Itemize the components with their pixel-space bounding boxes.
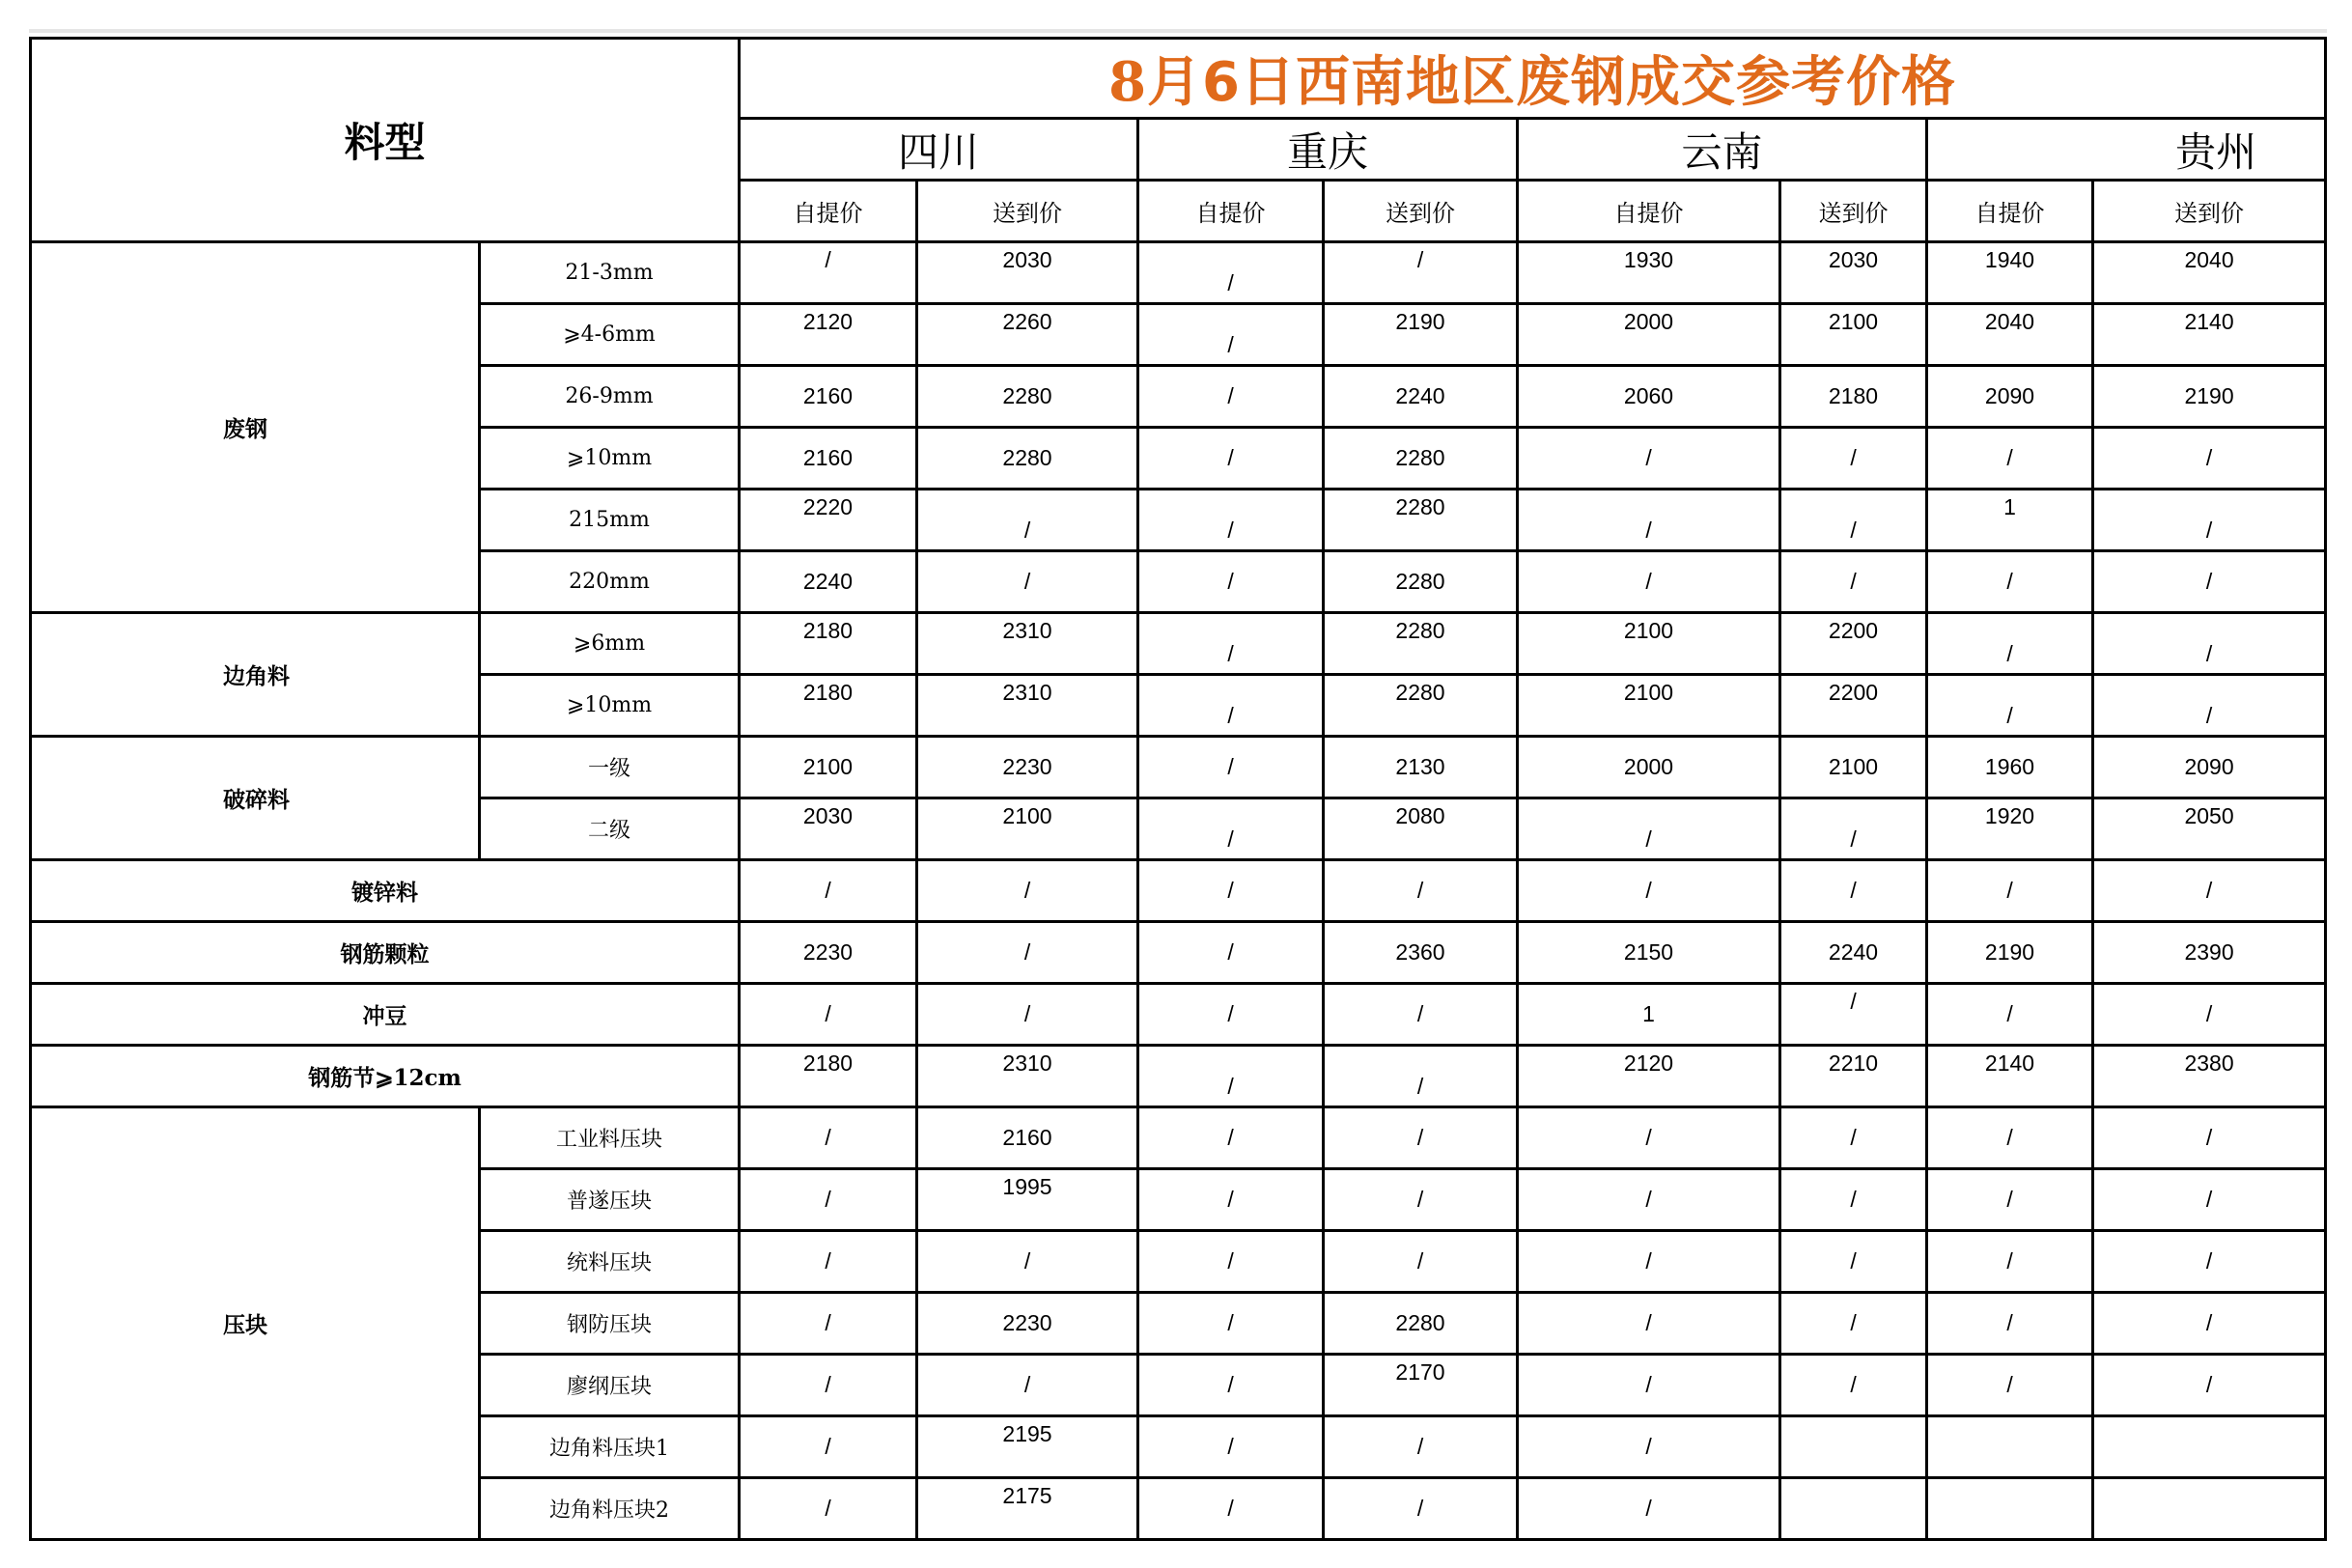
guizhou-delivered-price: / [2093,1293,2326,1355]
guizhou-self-price: 1920 [1927,798,2093,860]
table-row [31,1046,2326,1107]
sichuan-self-price: 2160 [740,366,917,428]
chongqing-delivered-price: / [1324,1107,1518,1169]
guizhou-delivered-price: 2090 [2093,737,2326,798]
region-sichuan: 四川 [740,119,1138,181]
sichuan-self-price: 2160 [740,428,917,490]
chongqing-self-price: / [1138,1231,1324,1293]
yunnan-delivered-price: 2240 [1780,922,1927,984]
spec-cell: 220mm [480,551,740,613]
sichuan-delivered-price: / [917,922,1138,984]
guizhou-self-price [1927,1416,2093,1478]
spec-cell: 215mm [480,490,740,551]
spec-cell: 边角料压块2 [480,1478,740,1540]
yunnan-self-pickup-header: 自提价 [1518,181,1780,242]
type-header [31,39,740,242]
chongqing-self-price: / [1138,1293,1324,1355]
yunnan-self-price: 2100 [1518,675,1780,737]
chongqing-delivered-price: / [1324,1231,1518,1293]
yunnan-self-price: 2120 [1518,1046,1780,1107]
sichuan-delivered-price: / [917,1231,1138,1293]
guizhou-delivered-price: / [2093,613,2326,675]
guizhou-delivered-price: / [2093,860,2326,922]
sichuan-self-price: 2180 [740,613,917,675]
chongqing-self-price: / [1138,1107,1324,1169]
chongqing-self-price: / [1138,1169,1324,1231]
guizhou-delivered-price: 2040 [2093,242,2326,304]
sichuan-self-price: / [740,1478,917,1540]
guizhou-self-price: / [1927,1293,2093,1355]
sichuan-self-price: 2030 [740,798,917,860]
yunnan-self-price: / [1518,551,1780,613]
chongqing-delivered-price: 2280 [1324,613,1518,675]
guizhou-delivered-price: / [2093,984,2326,1046]
chongqing-delivered-price: 2130 [1324,737,1518,798]
yunnan-delivered-price: 2200 [1780,675,1927,737]
table-row [31,1107,2326,1169]
sichuan-delivered-price: 2160 [917,1107,1138,1169]
guizhou-delivered-price: / [2093,1355,2326,1416]
guizhou-self-price: 2140 [1927,1046,2093,1107]
yunnan-delivered-price: 2180 [1780,366,1927,428]
chongqing-self-price: / [1138,860,1324,922]
yunnan-delivered-price: 2030 [1780,242,1927,304]
sichuan-delivered-price: / [917,1355,1138,1416]
guizhou-delivered-price: 2050 [2093,798,2326,860]
sichuan-delivered-price: 2280 [917,428,1138,490]
chongqing-self-price: / [1138,798,1324,860]
chongqing-self-price: / [1138,1416,1324,1478]
yunnan-delivered-price: / [1780,428,1927,490]
sichuan-self-price: 2180 [740,675,917,737]
guizhou-delivered-price: 2390 [2093,922,2326,984]
sichuan-self-price: / [740,984,917,1046]
sichuan-delivered-price: 2195 [917,1416,1138,1478]
spec-cell: 普遂压块 [480,1169,740,1231]
guizhou-delivered-price: / [2093,1169,2326,1231]
yunnan-delivered-price: / [1780,490,1927,551]
sichuan-self-price: / [740,1355,917,1416]
chongqing-delivered-price: / [1324,1478,1518,1540]
guizhou-self-price: 2090 [1927,366,2093,428]
guizhou-delivered-price: 2380 [2093,1046,2326,1107]
yunnan-delivered-price: / [1780,984,1927,1046]
guizhou-self-price: / [1927,675,2093,737]
price-table [29,37,2327,1541]
guizhou-self-pickup-header: 自提价 [1927,181,2093,242]
region-guizhou: 贵州 [1927,119,2326,181]
sichuan-delivered-price: / [917,984,1138,1046]
table-row [31,984,2326,1046]
spec-cell: ⩾6mm [480,613,740,675]
chongqing-delivered-price: 2280 [1324,675,1518,737]
table-row [31,860,2326,922]
sichuan-self-price: 2220 [740,490,917,551]
category-cell: 废钢 [31,242,480,613]
spec-cell: 一级 [480,737,740,798]
spec-cell: ⩾4-6mm [480,304,740,366]
spec-cell: ⩾10mm [480,428,740,490]
chongqing-delivered-price: 2280 [1324,428,1518,490]
chongqing-delivered-price: / [1324,1416,1518,1478]
sichuan-delivered-price: 2230 [917,1293,1138,1355]
sichuan-self-pickup-header: 自提价 [740,181,917,242]
yunnan-self-price: / [1518,1293,1780,1355]
yunnan-delivered-price: / [1780,551,1927,613]
chongqing-delivered-price: / [1324,242,1518,304]
spec-cell: 边角料压块1 [480,1416,740,1478]
sichuan-self-price: 2180 [740,1046,917,1107]
sichuan-self-price: / [740,242,917,304]
yunnan-self-price: 2150 [1518,922,1780,984]
sichuan-self-price: / [740,1107,917,1169]
title-row [31,39,2326,119]
yunnan-self-price: / [1518,1169,1780,1231]
sichuan-self-price: 2100 [740,737,917,798]
yunnan-delivered-price: 2100 [1780,737,1927,798]
yunnan-delivered-price [1780,1478,1927,1540]
yunnan-delivered-price: / [1780,1355,1927,1416]
guizhou-self-price: / [1927,1355,2093,1416]
table-title: 8月6日西南地区废钢成交参考价格 [740,39,2326,119]
spec-cell: 二级 [480,798,740,860]
guizhou-self-price: / [1927,984,2093,1046]
chongqing-delivered-price: 2170 [1324,1355,1518,1416]
sichuan-self-price: 2120 [740,304,917,366]
guizhou-delivered-price: 2190 [2093,366,2326,428]
guizhou-delivered-price: / [2093,490,2326,551]
yunnan-self-price: / [1518,1355,1780,1416]
yunnan-self-price: / [1518,860,1780,922]
spec-cell: 26-9mm [480,366,740,428]
region-yunnan: 云南 [1518,119,1927,181]
chongqing-self-price: / [1138,1355,1324,1416]
spec-cell: 21-3mm [480,242,740,304]
spec-cell: 统料压块 [480,1231,740,1293]
yunnan-self-price: / [1518,1107,1780,1169]
chongqing-self-price: / [1138,1046,1324,1107]
sichuan-delivered-price: / [917,860,1138,922]
category-cell: 镀锌料 [31,860,740,922]
sichuan-delivered-price: 1995 [917,1169,1138,1231]
chongqing-self-price: / [1138,675,1324,737]
chongqing-self-pickup-header: 自提价 [1138,181,1324,242]
guizhou-delivered-price: / [2093,428,2326,490]
chongqing-delivered-price: 2240 [1324,366,1518,428]
sichuan-self-price: 2230 [740,922,917,984]
yunnan-self-price: 1 [1518,984,1780,1046]
chongqing-delivered-price: / [1324,1046,1518,1107]
yunnan-delivered-price: 2100 [1780,304,1927,366]
sichuan-delivered-price: 2230 [917,737,1138,798]
sichuan-delivered-header: 送到价 [917,181,1138,242]
yunnan-delivered-price: 2210 [1780,1046,1927,1107]
spec-cell: 工业料压块 [480,1107,740,1169]
chongqing-delivered-header: 送到价 [1324,181,1518,242]
yunnan-delivered-price: / [1780,1169,1927,1231]
guizhou-self-price: / [1927,1107,2093,1169]
category-cell: 冲豆 [31,984,740,1046]
chongqing-self-price: / [1138,613,1324,675]
yunnan-delivered-header: 送到价 [1780,181,1927,242]
region-chongqing: 重庆 [1138,119,1518,181]
spec-cell: 廖纲压块 [480,1355,740,1416]
sichuan-delivered-price: 2175 [917,1478,1138,1540]
sichuan-self-price: / [740,1231,917,1293]
chongqing-self-price: / [1138,366,1324,428]
chongqing-delivered-price: / [1324,1169,1518,1231]
chongqing-delivered-price: 2080 [1324,798,1518,860]
category-cell: 压块 [31,1107,480,1540]
chongqing-self-price: / [1138,1478,1324,1540]
guizhou-self-price: / [1927,1231,2093,1293]
yunnan-self-price: 2000 [1518,304,1780,366]
guizhou-delivered-price [2093,1478,2326,1540]
guizhou-self-price: 2190 [1927,922,2093,984]
guizhou-self-price: / [1927,551,2093,613]
yunnan-delivered-price: / [1780,798,1927,860]
table-row [31,613,2326,675]
chongqing-self-price: / [1138,490,1324,551]
yunnan-self-price: / [1518,428,1780,490]
yunnan-self-price: / [1518,490,1780,551]
guizhou-self-price: 1960 [1927,737,2093,798]
category-cell: 破碎料 [31,737,480,860]
yunnan-self-price: 2060 [1518,366,1780,428]
spec-cell: ⩾10mm [480,675,740,737]
guizhou-delivered-price: / [2093,1107,2326,1169]
guizhou-self-price: 1940 [1927,242,2093,304]
chongqing-self-price: / [1138,551,1324,613]
category-cell: 钢筋节⩾12cm [31,1046,740,1107]
yunnan-delivered-price: / [1780,1107,1927,1169]
category-cell: 边角料 [31,613,480,737]
guizhou-self-price: / [1927,613,2093,675]
yunnan-self-price: 1930 [1518,242,1780,304]
chongqing-delivered-price: / [1324,860,1518,922]
yunnan-delivered-price: / [1780,1231,1927,1293]
guizhou-self-price: 2040 [1927,304,2093,366]
yunnan-delivered-price: / [1780,1293,1927,1355]
guizhou-self-price: / [1927,428,2093,490]
chongqing-self-price: / [1138,984,1324,1046]
sichuan-self-price: / [740,860,917,922]
chongqing-delivered-price: / [1324,984,1518,1046]
guizhou-delivered-price: / [2093,551,2326,613]
chongqing-self-price: / [1138,304,1324,366]
guizhou-self-price: 1 [1927,490,2093,551]
chongqing-self-price: / [1138,242,1324,304]
spec-cell: 钢防压块 [480,1293,740,1355]
guizhou-delivered-price: / [2093,675,2326,737]
guizhou-self-price: / [1927,1169,2093,1231]
chongqing-delivered-price: 2190 [1324,304,1518,366]
guizhou-delivered-header: 送到价 [2093,181,2326,242]
type-header-label: 料型 [344,119,426,166]
category-cell: 钢筋颗粒 [31,922,740,984]
table-row [31,242,2326,304]
chongqing-self-price: / [1138,737,1324,798]
sichuan-self-price: / [740,1169,917,1231]
sichuan-delivered-price: 2310 [917,613,1138,675]
guizhou-delivered-price [2093,1416,2326,1478]
sichuan-delivered-price: / [917,490,1138,551]
yunnan-self-price: 2000 [1518,737,1780,798]
guizhou-delivered-price: 2140 [2093,304,2326,366]
sichuan-delivered-price: 2100 [917,798,1138,860]
sichuan-delivered-price: / [917,551,1138,613]
yunnan-self-price: / [1518,1231,1780,1293]
top-divider [29,29,2327,33]
guizhou-delivered-price: / [2093,1231,2326,1293]
sichuan-delivered-price: 2260 [917,304,1138,366]
chongqing-self-price: / [1138,428,1324,490]
guizhou-self-price: / [1927,860,2093,922]
yunnan-self-price: / [1518,1478,1780,1540]
yunnan-delivered-price: / [1780,860,1927,922]
yunnan-self-price: 2100 [1518,613,1780,675]
chongqing-self-price: / [1138,922,1324,984]
guizhou-self-price [1927,1478,2093,1540]
chongqing-delivered-price: 2280 [1324,1293,1518,1355]
sichuan-self-price: 2240 [740,551,917,613]
table-row [31,737,2326,798]
chongqing-delivered-price: 2280 [1324,490,1518,551]
table-row [31,922,2326,984]
sichuan-delivered-price: 2310 [917,1046,1138,1107]
yunnan-delivered-price: 2200 [1780,613,1927,675]
sichuan-self-price: / [740,1416,917,1478]
sichuan-delivered-price: 2030 [917,242,1138,304]
yunnan-delivered-price [1780,1416,1927,1478]
yunnan-self-price: / [1518,1416,1780,1478]
chongqing-delivered-price: 2280 [1324,551,1518,613]
chongqing-delivered-price: 2360 [1324,922,1518,984]
sichuan-delivered-price: 2280 [917,366,1138,428]
yunnan-self-price: / [1518,798,1780,860]
sichuan-self-price: / [740,1293,917,1355]
sichuan-delivered-price: 2310 [917,675,1138,737]
